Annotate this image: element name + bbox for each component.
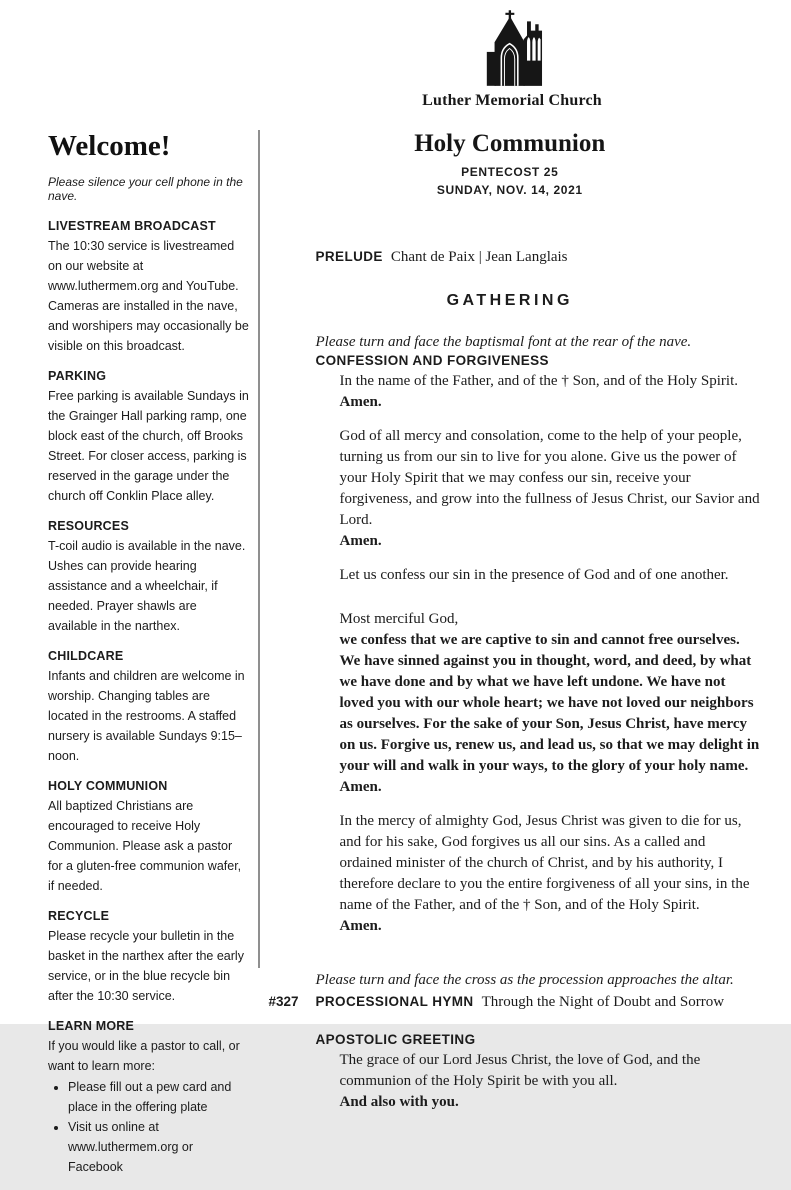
content-columns — [48, 130, 760, 1190]
section-body: The 10:30 service is livestreamed on our website at www.luthermem.org and YouTube. Cameras are installed in the nave, and worshipers may occasionally be visible on this broadcast. — [48, 239, 249, 353]
response-amen: Amen. — [339, 918, 382, 934]
section-heading: PARKING — [48, 369, 107, 383]
section-body: T-coil audio is available in the nave. Ushes can provide hearing assistance and a wheelchair, if needed. Prayer shawls are available in the narthex. — [48, 539, 246, 633]
liturgy-text: God of all mercy and consolation, come to the help of your people, turning us from our sin to live for you alone. Give us the power of your Holy Spirit that we may confess our sin, receive your forgiveness, and grow into the fullness of Jesus Christ, our Savior and Lord. — [339, 428, 760, 528]
apostolic-greeting-text — [316, 1050, 761, 1113]
section-body: Infants and children are welcome in worship. Changing tables are located in the restrooms. A staffed nursery is available Sundays 9:15–noon. — [48, 669, 245, 763]
sidebar — [48, 130, 249, 1190]
sidebar-section-learn-more — [48, 1019, 249, 1177]
learn-more-bullets — [48, 1077, 249, 1177]
section-heading: CHILDCARE — [48, 649, 124, 663]
rubric-procession: Please turn and face the cross as the procession approaches the altar. — [315, 972, 734, 988]
service-subtitle-pentecost: PENTECOST 25 — [461, 165, 559, 179]
confession-heading: CONFESSION AND FORGIVENESS — [315, 353, 549, 368]
response-amen: Amen. — [339, 779, 382, 795]
bullet-item: • Visit us online at www.luthermem.org or Facebook — [68, 1117, 249, 1177]
section-body: All baptized Christians are encouraged to receive Holy Communion. Please ask a pastor for a gluten-free communion wafer, if needed. — [48, 799, 242, 893]
hymn-number: #327 — [268, 994, 299, 1009]
response-amen: Amen. — [339, 394, 382, 410]
confession-p4 — [316, 609, 761, 798]
confession-p1 — [316, 371, 761, 413]
sidebar-section-livestream — [48, 219, 249, 356]
liturgy-text: The grace of our Lord Jesus Christ, the love of God, and the communion of the Holy Spirit be with you all. — [339, 1052, 701, 1089]
service-header — [260, 130, 761, 199]
hymn-title: Through the Night of Doubt and Sorrow — [481, 994, 725, 1010]
silence-note: Please silence your cell phone in the nave. — [48, 175, 243, 203]
bullet-item: • Please fill out a pew card and place in the offering plate — [68, 1077, 249, 1117]
confession-p3 — [316, 565, 761, 586]
church-name: Luther Memorial Church — [422, 92, 602, 109]
liturgy-text: Most merciful God, — [339, 611, 459, 627]
liturgy-text: In the mercy of almighty God, Jesus Christ was given to die for us, and for his sake, God forgives us all our sins. As a called and ordained minister of the church of Christ, and by his authority, I therefore declare to you the entire forgiveness of all your sins, in the name of the Father, and of the † Son, and of the Holy Spirit. — [339, 813, 750, 913]
confession-p2 — [316, 426, 761, 552]
prelude-title: Chant de Paix | Jean Langlais — [390, 249, 568, 265]
gathering-heading: GATHERING — [446, 292, 573, 309]
sidebar-section-recycle — [48, 909, 249, 1006]
section-heading: HOLY COMMUNION — [48, 779, 168, 793]
church-icon — [481, 10, 543, 88]
section-heading: LEARN MORE — [48, 1019, 135, 1033]
prelude-line — [316, 249, 761, 266]
service-content — [260, 130, 761, 1126]
section-heading: RESOURCES — [48, 519, 129, 533]
liturgy-text: In the name of the Father, and of the † Son, and of the Holy Spirit. — [339, 373, 738, 389]
spacer — [316, 950, 761, 970]
sidebar-section-childcare — [48, 649, 249, 766]
section-body: If you would like a pastor to call, or want to learn more: — [48, 1039, 240, 1073]
sidebar-section-resources — [48, 519, 249, 636]
welcome-title: Welcome! — [48, 130, 171, 162]
spacer — [316, 599, 761, 609]
processional-hymn-line — [268, 994, 761, 1011]
service-title: Holy Communion — [414, 130, 606, 157]
confession-p5 — [316, 811, 761, 937]
apostolic-greeting-heading: APOSTOLIC GREETING — [315, 1032, 476, 1047]
header — [297, 10, 727, 110]
sidebar-section-holy-communion — [48, 779, 249, 896]
section-body: Free parking is available Sundays in the Grainger Hall parking ramp, one block east of the church, off Brooks Street. For closer access, parking is reserved in the garage under the church off Conklin Place alley. — [48, 389, 249, 503]
sidebar-section-parking — [48, 369, 249, 506]
rubric-baptismal-font: Please turn and face the baptismal font at the rear of the nave. — [315, 334, 692, 350]
liturgy-text: Let us confess our sin in the presence of God and of one another. — [339, 567, 729, 583]
response-amen: Amen. — [339, 533, 382, 549]
prelude-label: PRELUDE — [315, 249, 383, 264]
section-body: Please recycle your bulletin in the basket in the narthex after the early service, or in the blue recycle bin after the 10:30 service. — [48, 929, 244, 1003]
spacer — [316, 1011, 761, 1031]
section-heading: LIVESTREAM BROADCAST — [48, 219, 216, 233]
response-and-also: And also with you. — [339, 1094, 459, 1110]
service-subtitle-date: SUNDAY, NOV. 14, 2021 — [436, 183, 583, 197]
congregation-confession: we confess that we are captive to sin and cannot free ourselves. We have sinned against you in thought, word, and deed, by what we have done and by what we have left undone. We have not loved you with our whole heart; we have not loved our neighbors as ourselves. For the sake of your Son, Jesus Christ, have mercy on us. Forgive us, renew us, and lead us, so that we may delight in your will and walk in your ways, to the glory of your holy name. — [339, 632, 760, 774]
hymn-label: PROCESSIONAL HYMN — [315, 994, 474, 1009]
section-heading: RECYCLE — [48, 909, 110, 923]
